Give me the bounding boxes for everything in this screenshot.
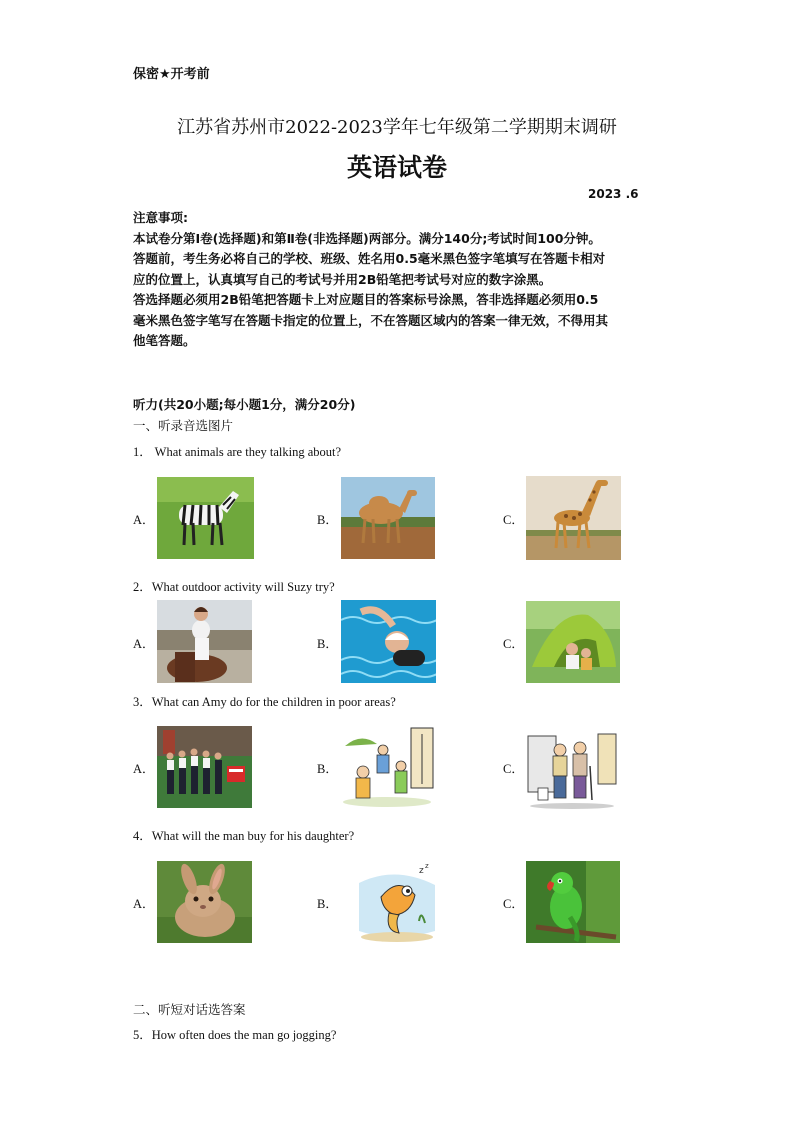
question-4: 4．What will the man buy for his daughter? xyxy=(133,829,355,843)
rabbit-image xyxy=(157,861,252,943)
exam-date: 2023 .6 xyxy=(588,187,639,201)
helping-elderly-cartoon-image xyxy=(526,726,620,810)
zebra-image xyxy=(157,477,254,559)
option-label-b: B． xyxy=(317,897,338,911)
goldfish-cartoon-image xyxy=(355,861,440,944)
option-label-c: C． xyxy=(503,513,524,527)
volunteers-cartoon-image xyxy=(341,726,436,808)
option-label-b: B． xyxy=(317,762,338,776)
option-label-c: C． xyxy=(503,897,524,911)
svg-text:z: z xyxy=(419,866,424,876)
part-two-heading: 二、听短对话选答案 xyxy=(133,1002,246,1017)
notice-line: 毫米黑色签字笔写在答题卡指定的位置上，不在答题区域内的答案一律无效，不得用其 xyxy=(133,313,609,328)
giraffe-image xyxy=(526,476,621,560)
option-label-a: A． xyxy=(133,513,155,527)
option-label-a: A． xyxy=(133,762,155,776)
students-donation-image xyxy=(157,726,252,808)
exam-title: 江苏省苏州市2022-2023学年七年级第二学期期末调研 xyxy=(177,117,617,138)
camping-tent-image xyxy=(526,601,620,683)
notice-line: 答题前，考生务必将自己的学校、班级、姓名用0.5毫米黑色签字笔填写在答题卡相对 xyxy=(133,251,606,266)
svg-text:z: z xyxy=(425,862,429,870)
option-label-b: B． xyxy=(317,513,338,527)
notice-line: 他笔答题。 xyxy=(133,333,196,348)
option-label-a: A． xyxy=(133,637,155,651)
part-one-heading: 一、听录音选图片 xyxy=(133,418,234,433)
notice-line: 本试卷分第Ⅰ卷(选择题)和第Ⅱ卷(非选择题)两部分。满分140分;考试时间100分钟。 xyxy=(133,231,601,246)
option-label-c: C． xyxy=(503,762,524,776)
question-5: 5．How often does the man go jogging? xyxy=(133,1028,337,1042)
question-2: 2．What outdoor activity will Suzy try? xyxy=(133,580,335,594)
question-1: 1． What animals are they talking about? xyxy=(133,445,342,459)
exam-subject: 英语试卷 xyxy=(346,153,447,182)
camel-image xyxy=(341,477,435,559)
notice-line: 答选择题必须用2B铅笔把答题卡上对应题目的答案标号涂黑，答非选择题必须用0.5 xyxy=(133,292,599,307)
parrot-image xyxy=(526,861,620,943)
notice-line: 应的位置上，认真填写自己的考试号并用2B铅笔把考试号对应的数字涂黑。 xyxy=(133,272,552,287)
option-label-b: B． xyxy=(317,637,338,651)
swimming-image xyxy=(341,600,436,683)
question-3: 3．What can Amy do for the children in poor areas? xyxy=(133,695,396,709)
listening-heading: 听力(共20小题;每小题1分，满分20分) xyxy=(133,397,356,412)
notice-heading: 注意事项: xyxy=(133,210,188,225)
horse-riding-image xyxy=(157,600,252,683)
confidential-mark: 保密★开考前 xyxy=(133,67,210,82)
option-label-a: A． xyxy=(133,897,155,911)
option-label-c: C． xyxy=(503,637,524,651)
